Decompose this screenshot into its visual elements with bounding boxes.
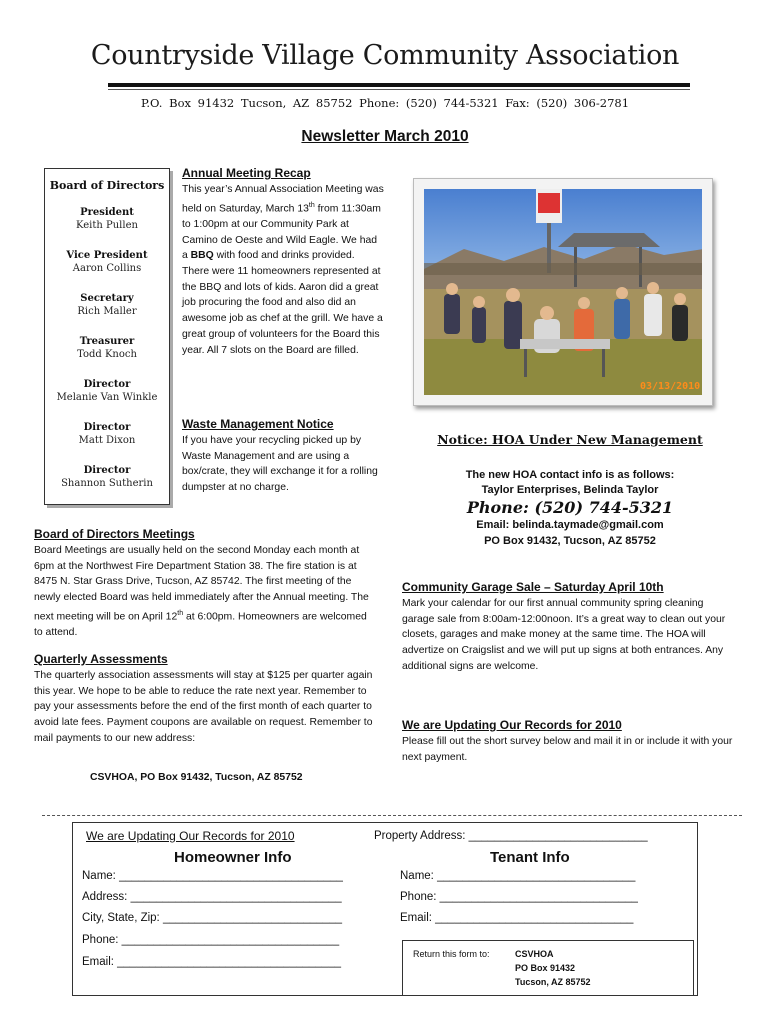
board-role: President <box>80 207 134 218</box>
meetings-text-part1: Board Meetings are usually held on the second Monday each month at 6pm at the Northwest Fire Department Station 38. The fire station is at 8475 N. Star Grass Drive, Tucson, AZ 85742. The first meeting of the newly elected Board was held immediately after the Annual meeting. The next meeting will be on April 12 <box>34 545 369 623</box>
header-rule <box>108 83 690 87</box>
annual-text-part2: from 11:30am to 1:00pm at our Community Park at Camino de Oeste and Wild Eagle. We had a <box>182 203 381 262</box>
annual-text-sup: th <box>308 201 315 209</box>
garage-sale-text: Mark your calendar for our first annual community spring cleaning garage sale from 8:00am-12:00noon. It’s a great way to clean out your closets, garages and make money at the same time. The HOA will advertize on Craigslist and we will put up signs at both entrances. Any additional signs are welcome. <box>402 598 726 672</box>
header-rule-thin <box>108 89 690 90</box>
homeowner-address-field[interactable]: Address: _________________________________ <box>82 891 342 903</box>
board-name: Rich Maller <box>77 306 137 317</box>
homeowner-email-field[interactable]: Email: ___________________________________ <box>82 956 341 968</box>
board-role: Director <box>83 379 131 390</box>
return-label: Return this form to: <box>413 949 490 959</box>
board-name: Matt Dixon <box>78 435 136 446</box>
bbq-photo-image <box>424 189 702 395</box>
org-title: Countryside Village Community Association <box>90 40 680 71</box>
newsletter-title: Newsletter March 2010 <box>301 128 469 145</box>
notice-phone: Phone: (520) 744-5321 <box>466 498 674 517</box>
org-contact: P.O. Box 91432 Tucson, AZ 85752 Phone: (520) 744-5321 Fax: (520) 306-2781 <box>140 96 630 110</box>
board-meetings-text <box>34 543 374 641</box>
bbq-photo-frame <box>413 178 713 406</box>
tenant-name-field[interactable]: Name: _______________________________ <box>400 870 636 882</box>
annual-text-bbq: BBQ <box>190 250 214 262</box>
board-role: Vice President <box>66 250 148 261</box>
return-line-3: Tucson, AZ 85752 <box>515 977 591 987</box>
form-heading: We are Updating Our Records for 2010 <box>86 829 295 843</box>
board-of-directors-box <box>44 168 170 505</box>
garage-sale-heading: Community Garage Sale – Saturday April 10th <box>402 580 664 594</box>
notice-po-box: PO Box 91432, Tucson, AZ 85752 <box>484 535 656 547</box>
annual-meeting-text <box>182 182 384 358</box>
records-heading: We are Updating Our Records for 2010 <box>402 718 622 732</box>
waste-text: If you have your recycling picked up by Waste Management and are using a box/crate, they will exchange it for a rolling dumpster at no charge. <box>182 435 378 494</box>
assessments-address: CSVHOA, PO Box 91432, Tucson, AZ 85752 <box>90 772 303 783</box>
tenant-phone-field[interactable]: Phone: _______________________________ <box>400 891 638 903</box>
annual-text-part3: with food and drinks provided. There were 11 homeowners represented at the BBQ and lots of kids. Aaron did a great job procuring the food and also did an awesome job as chef at the grill. We have a great group of volunteers for the Board this year. All 7 slots on the Board are filled. <box>182 250 383 356</box>
board-name: Shannon Sutherin <box>61 478 153 489</box>
cut-line <box>42 815 742 816</box>
board-heading: Board of Directors <box>49 179 165 192</box>
property-address-field[interactable]: Property Address: ____________________________ <box>374 830 648 842</box>
assessments-text: The quarterly association assessments will stay at $125 per quarter again this year. We hope to be able to reduce the rate next year. Remember to pay your assessments before the end of the first month of each quarter to avoid late fees. Payment coupons are available on request. Remember to mail payments to our new address: <box>34 670 373 744</box>
homeowner-info-title: Homeowner Info <box>174 849 292 866</box>
meetings-text-part2: at 6:00pm. Homeowners are welcomed to attend. <box>34 611 367 638</box>
board-name: Melanie Van Winkle <box>56 392 158 403</box>
homeowner-name-field[interactable]: Name: ___________________________________ <box>82 870 343 882</box>
annual-meeting-heading: Annual Meeting Recap <box>182 166 311 180</box>
tenant-info-title: Tenant Info <box>490 849 570 866</box>
notice-heading: Notice: HOA Under New Management <box>437 432 703 447</box>
tenant-email-field[interactable]: Email: _______________________________ <box>400 912 634 924</box>
photo-date-stamp: 03/13/2010 <box>640 381 701 392</box>
board-role: Director <box>83 465 131 476</box>
return-line-2: PO Box 91432 <box>515 963 576 973</box>
meetings-text-sup: th <box>177 609 184 617</box>
homeowner-phone-field[interactable]: Phone: __________________________________ <box>82 934 340 946</box>
assessments-heading: Quarterly Assessments <box>34 652 168 666</box>
return-line-1: CSVHOA <box>515 949 554 959</box>
board-role: Secretary <box>80 293 134 304</box>
homeowner-city-field[interactable]: City, State, Zip: ____________________________ <box>82 912 343 924</box>
records-text: Please fill out the short survey below and mail it in or include it with your next payment. <box>402 736 733 763</box>
bbq-photo <box>424 189 702 395</box>
waste-heading: Waste Management Notice <box>182 417 334 431</box>
board-name: Aaron Collins <box>72 263 142 274</box>
board-meetings-heading: Board of Directors Meetings <box>34 527 195 541</box>
board-role: Director <box>83 422 131 433</box>
board-role: Treasurer <box>79 336 135 347</box>
notice-line-2: Taylor Enterprises, Belinda Taylor <box>481 484 659 496</box>
annual-text-part1: This year’s Annual Association Meeting was held on Saturday, March 13 <box>182 184 384 215</box>
board-name: Keith Pullen <box>76 220 138 231</box>
board-name: Todd Knoch <box>77 349 137 360</box>
notice-email: Email: belinda.taymade@gmail.com <box>476 519 664 531</box>
notice-line-1: The new HOA contact info is as follows: <box>465 469 675 481</box>
